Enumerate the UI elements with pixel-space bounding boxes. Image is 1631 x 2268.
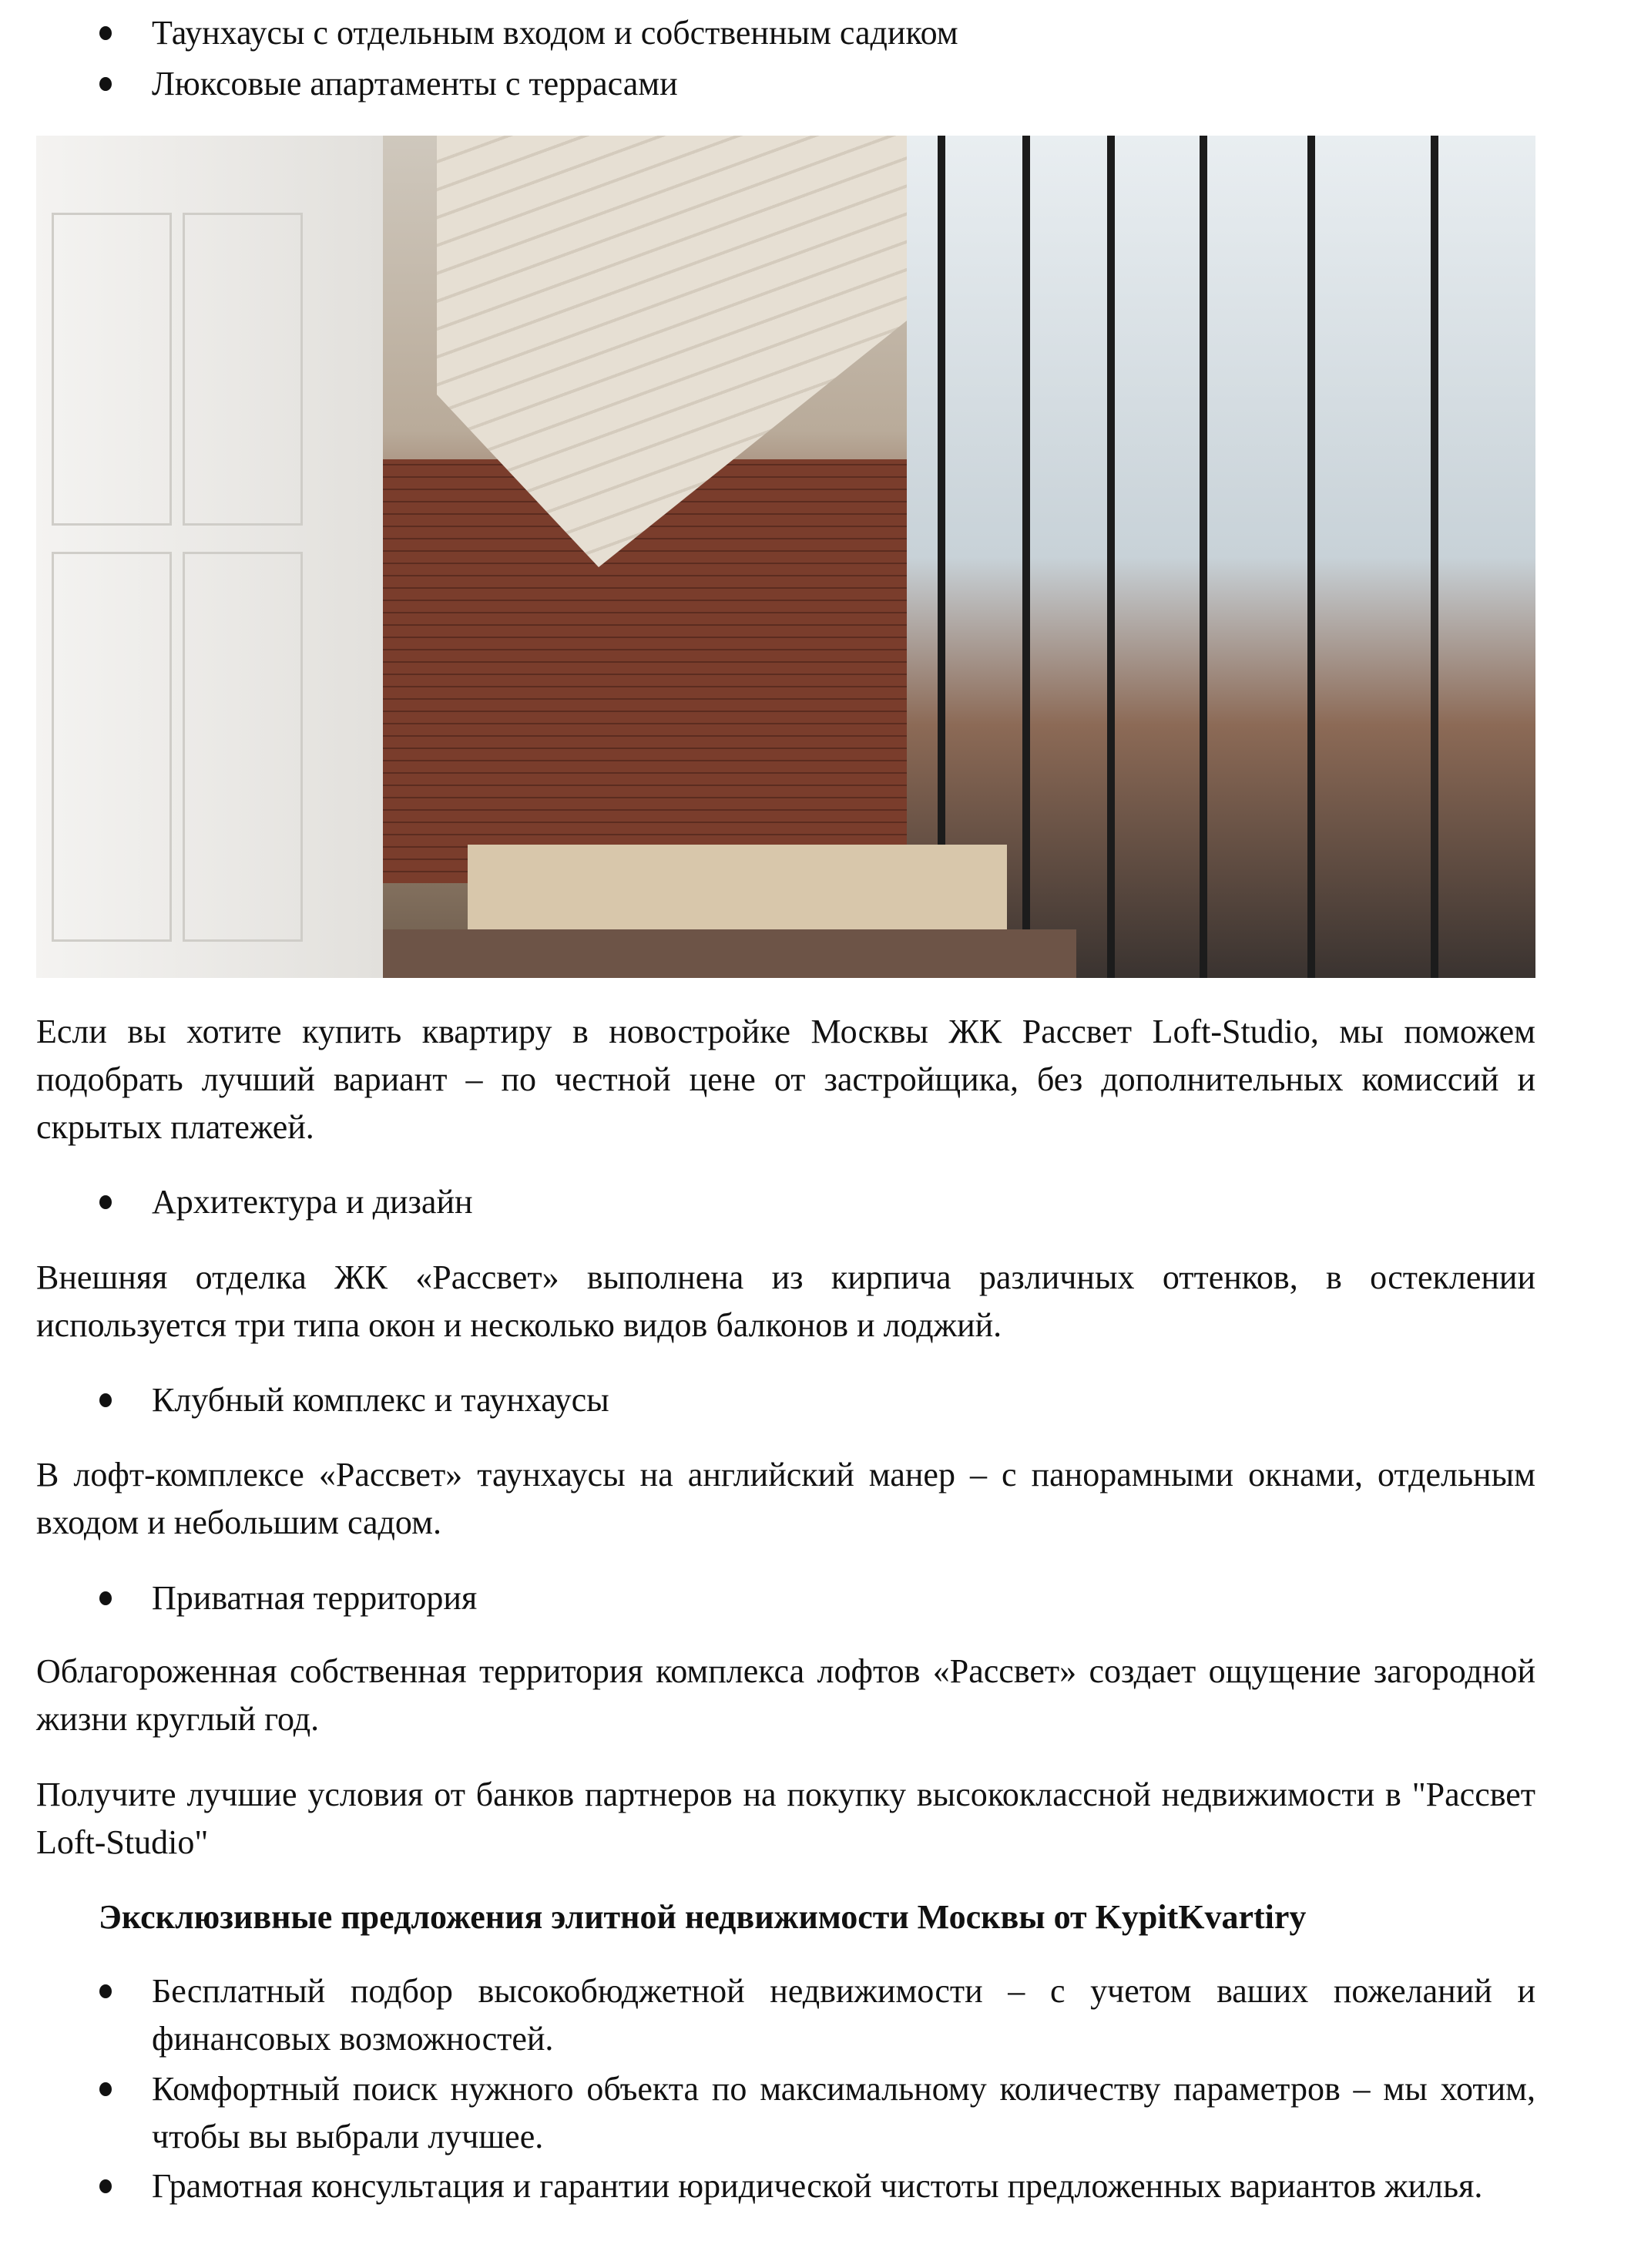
loft-interior-photo	[36, 136, 1535, 978]
section-title: Приватная территория	[152, 1579, 478, 1617]
list-item-text: Таунхаусы с отдельным входом и собственным садиком	[152, 14, 958, 52]
list-item-text: Люксовые апартаменты с террасами	[152, 65, 678, 102]
intro-paragraph: Если вы хотите купить квартиру в новостройке Москвы ЖК Рассвет Loft-Studio, мы поможем подобрать лучший вариант – по честной цене от застройщика, без дополнительных комиссий и скрытых платежей.	[36, 1013, 1535, 1146]
section-text: В лофт-комплексе «Рассвет» таунхаусы на английский манер – с панорамными окнами, отдельным входом и небольшим садом.	[36, 1456, 1535, 1541]
bullet-icon	[99, 2082, 112, 2096]
section-bullet	[36, 1574, 1535, 1622]
banks-paragraph: Получите лучшие условия от банков партнеров на покупку высококлассной недвижимости в "Рассвет Loft-Studio"	[36, 1776, 1535, 1861]
bullet-icon	[99, 1393, 112, 1407]
section-bullet	[36, 1178, 1535, 1226]
section-title: Клубный комплекс и таунхаусы	[152, 1381, 609, 1419]
offer-text: Грамотная консультация и гарантии юридической чистоты предложенных вариантов жилья.	[152, 2167, 1483, 2205]
section-title: Архитектура и дизайн	[152, 1183, 473, 1221]
bullet-icon	[99, 1591, 112, 1605]
list-item	[36, 60, 1535, 108]
offer-item	[36, 2162, 1535, 2210]
section-text: Облагороженная собственная территория комплекса лофтов «Рассвет» создает ощущение загородной жизни круглый год.	[36, 1652, 1535, 1738]
section-text: Внешняя отделка ЖК «Рассвет» выполнена из кирпича различных оттенков, в остеклении используется три типа окон и несколько видов балконов и лоджий.	[36, 1258, 1535, 1344]
bullet-icon	[99, 1195, 112, 1209]
section-bullet	[36, 1376, 1535, 1424]
bullet-icon	[99, 26, 112, 40]
offer-text: Бесплатный подбор высокобюджетной недвижимости – с учетом ваших пожеланий и финансовых возможностей.	[152, 1972, 1535, 2058]
offer-text: Комфортный поиск нужного объекта по максимальному количеству параметров – мы хотим, чтобы вы выбрали лучшее.	[152, 2070, 1535, 2155]
bullet-icon	[99, 77, 112, 91]
list-item	[36, 9, 1535, 57]
section-heading: Эксклюзивные предложения элитной недвижимости Москвы от KypitKvartiry	[99, 1898, 1307, 1936]
offer-item	[36, 2065, 1535, 2161]
bullet-icon	[99, 1984, 112, 1998]
bullet-icon	[99, 2179, 112, 2193]
offer-item	[36, 1967, 1535, 2063]
